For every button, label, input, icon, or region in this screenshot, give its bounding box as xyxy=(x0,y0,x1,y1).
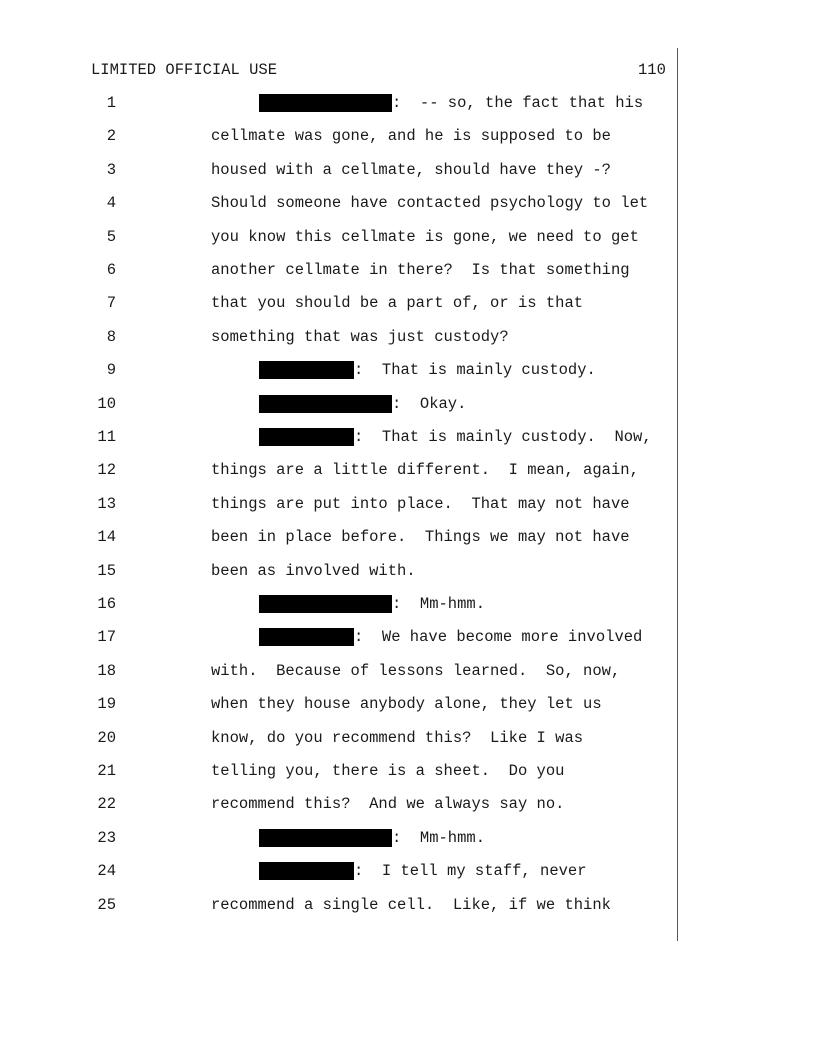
transcript-line xyxy=(0,426,700,448)
transcript-line xyxy=(0,292,700,314)
transcript-line xyxy=(0,259,700,281)
transcript-line xyxy=(0,793,700,815)
page-number: 110 xyxy=(638,61,666,79)
transcript-line xyxy=(0,359,700,381)
transcript-line xyxy=(0,92,700,114)
line-text: cellmate was gone, and he is supposed to be xyxy=(211,127,611,146)
line-number: 2 xyxy=(106,127,116,146)
line-number: 9 xyxy=(106,361,116,380)
transcript-line xyxy=(0,226,700,248)
line-number: 11 xyxy=(97,428,116,446)
line-text: : Okay. xyxy=(392,394,467,413)
line-number: 18 xyxy=(97,661,116,680)
line-number: 20 xyxy=(97,728,116,747)
transcript-line xyxy=(0,526,700,548)
line-text: you know this cellmate is gone, we need to get xyxy=(211,227,639,246)
line-number: 12 xyxy=(97,461,116,480)
line-text: know, do you recommend this? Like I was xyxy=(211,728,584,747)
transcript-line xyxy=(0,593,700,615)
line-number: 19 xyxy=(97,695,116,714)
line-text: been as involved with. xyxy=(211,561,416,580)
redaction-box xyxy=(259,395,392,413)
line-text: : We have become more involved xyxy=(354,628,643,647)
redaction-box xyxy=(259,595,392,613)
transcript-line xyxy=(0,192,700,214)
line-text: when they house anybody alone, they let us xyxy=(211,695,602,714)
line-number: 15 xyxy=(97,561,116,580)
line-text: : Mm-hmm. xyxy=(392,595,486,613)
speaker-line xyxy=(259,426,652,448)
line-number: 7 xyxy=(106,294,116,313)
transcript-line xyxy=(0,459,700,481)
transcript-line xyxy=(0,493,700,515)
line-number: 25 xyxy=(97,895,116,914)
line-number: 14 xyxy=(97,528,116,547)
line-text: recommend a single cell. Like, if we think xyxy=(211,895,611,914)
transcript-line xyxy=(0,560,700,582)
transcript-line xyxy=(0,827,700,849)
line-number: 5 xyxy=(106,227,116,246)
line-text: : Mm-hmm. xyxy=(392,828,486,847)
redaction-box xyxy=(259,94,392,112)
line-text: with. Because of lessons learned. So, now, xyxy=(211,661,621,680)
line-text: recommend this? And we always say no. xyxy=(211,795,565,814)
line-number: 6 xyxy=(106,261,116,279)
line-number: 1 xyxy=(106,94,116,112)
line-number: 16 xyxy=(97,595,116,613)
speaker-line xyxy=(259,626,642,648)
line-number: 17 xyxy=(97,628,116,647)
transcript-line xyxy=(0,125,700,147)
speaker-line xyxy=(259,359,596,381)
line-number: 24 xyxy=(97,862,116,881)
transcript-line xyxy=(0,693,700,715)
transcript-line xyxy=(0,660,700,682)
redaction-box xyxy=(259,361,354,379)
line-number: 10 xyxy=(97,394,116,413)
redaction-box xyxy=(259,829,392,847)
speaker-line xyxy=(259,92,643,114)
line-text: : That is mainly custody. xyxy=(354,361,596,380)
line-text: Should someone have contacted psychology to let xyxy=(211,194,649,213)
transcript-line xyxy=(0,626,700,648)
line-text: : -- so, the fact that his xyxy=(392,94,644,112)
line-text: : That is mainly custody. Now, xyxy=(354,428,652,446)
line-number: 21 xyxy=(97,762,116,780)
line-text: : I tell my staff, never xyxy=(354,862,587,881)
line-text: something that was just custody? xyxy=(211,327,509,346)
redaction-box xyxy=(259,628,354,646)
line-text: things are a little different. I mean, again, xyxy=(211,461,639,480)
speaker-line xyxy=(259,593,485,615)
line-number: 8 xyxy=(106,327,116,346)
redaction-box xyxy=(259,428,354,446)
transcript-line xyxy=(0,159,700,181)
line-number: 23 xyxy=(97,828,116,847)
line-text: housed with a cellmate, should have they -? xyxy=(211,160,611,179)
transcript-line xyxy=(0,760,700,782)
line-text: another cellmate in there? Is that something xyxy=(211,261,630,279)
transcript-line xyxy=(0,894,700,916)
speaker-line xyxy=(259,827,485,849)
transcript-line xyxy=(0,393,700,415)
speaker-line xyxy=(259,393,466,415)
line-text: been in place before. Things we may not have xyxy=(211,528,630,547)
line-number: 4 xyxy=(106,194,116,213)
line-number: 3 xyxy=(106,160,116,179)
line-text: things are put into place. That may not have xyxy=(211,494,630,513)
header-classification: LIMITED OFFICIAL USE xyxy=(91,61,278,79)
line-number: 22 xyxy=(97,795,116,814)
line-text: telling you, there is a sheet. Do you xyxy=(211,762,565,780)
transcript-line xyxy=(0,860,700,882)
line-number: 13 xyxy=(97,494,116,513)
transcript-line xyxy=(0,326,700,348)
speaker-line xyxy=(259,860,587,882)
redaction-box xyxy=(259,862,354,880)
line-text: that you should be a part of, or is that xyxy=(211,294,584,313)
transcript-line xyxy=(0,727,700,749)
